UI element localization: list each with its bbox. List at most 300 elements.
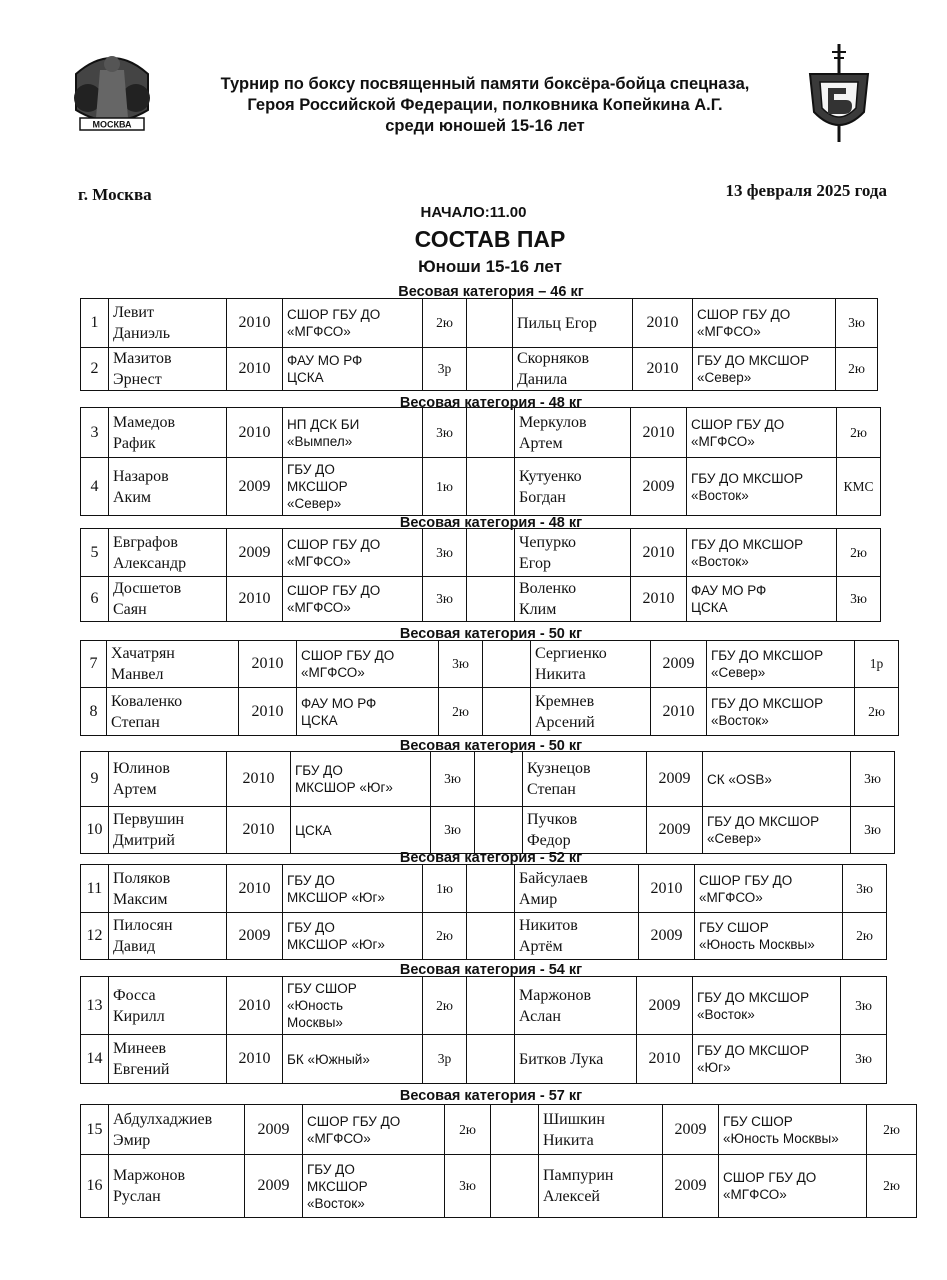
red-corner-club: СШОР ГБУ ДО «МГФСО» [307, 1113, 401, 1146]
red-corner-rank: 3ю [444, 771, 461, 786]
pairs-table [80, 864, 887, 960]
blue-corner-name: Байсулаев Амир [519, 869, 588, 908]
blue-corner-club: ГБУ ДО МКСШОР «Юг» [697, 1043, 810, 1075]
red-corner-year-cell [227, 348, 283, 391]
blue-corner-rank-cell [841, 1035, 887, 1084]
red-corner-year: 2010 [251, 702, 284, 720]
blue-corner-year-cell [639, 913, 695, 960]
red-corner-rank-cell [423, 408, 467, 458]
red-corner-rank-cell [439, 641, 483, 688]
red-corner-rank-cell [439, 688, 483, 736]
pair-number: 14 [86, 1050, 103, 1067]
red-corner-club: ФАУ МО РФ ЦСКА [287, 353, 363, 385]
red-corner-year-cell [227, 913, 283, 960]
bout-result-cell-cell [467, 913, 515, 960]
blue-corner-name-cell [515, 458, 631, 516]
bout-result-cell-cell [467, 1035, 515, 1084]
red-corner-rank: 2ю [452, 703, 469, 719]
table-row [81, 865, 887, 913]
table-row [81, 913, 887, 960]
tournament-title [180, 74, 790, 137]
table-row [81, 641, 899, 688]
pair-number: 16 [86, 1177, 103, 1194]
pair-number: 15 [86, 1120, 103, 1138]
red-corner-club-cell [283, 913, 423, 960]
blue-corner-name: Кузнецов Степан [527, 760, 591, 798]
blue-corner-rank-cell [837, 529, 881, 577]
blue-corner-year-cell [651, 688, 707, 736]
red-corner-club-cell [297, 641, 439, 688]
blue-corner-rank: 3ю [850, 591, 867, 606]
blue-corner-year-cell [631, 458, 687, 516]
blue-corner-rank: 2ю [850, 544, 867, 560]
red-corner-name-cell [109, 1155, 245, 1218]
blue-corner-club: ГБУ ДО МКСШОР «Север» [697, 353, 810, 385]
pair-number-cell [81, 913, 109, 960]
pair-number-cell [81, 752, 109, 807]
blue-corner-rank-cell [837, 408, 881, 458]
blue-corner-year: 2009 [674, 1177, 707, 1194]
red-corner-rank-cell [445, 1105, 491, 1155]
red-corner-year: 2009 [257, 1177, 290, 1194]
red-corner-club: СШОР ГБУ ДО «МГФСО» [287, 583, 381, 615]
red-corner-name: Юлинов Артем [113, 760, 170, 798]
red-corner-year-cell [239, 641, 297, 688]
red-corner-rank: 3р [437, 1051, 452, 1066]
red-corner-year-cell [227, 529, 283, 577]
bout-result-cell-cell [491, 1105, 539, 1155]
red-corner-rank-cell [423, 1035, 467, 1084]
red-corner-club: ГБУ ДО МКСШОР «Север» [287, 462, 348, 511]
red-corner-name: Минеев Евгений [113, 1040, 170, 1078]
red-corner-rank-cell [431, 807, 475, 854]
pair-number-cell [81, 865, 109, 913]
blue-corner-club: ГБУ ДО МКСШОР «Восток» [691, 536, 804, 569]
table-row [81, 299, 878, 348]
table-row [81, 1105, 917, 1155]
pair-number: 11 [86, 879, 103, 897]
red-corner-year: 2010 [238, 360, 271, 377]
red-corner-name: Назаров Аким [113, 467, 169, 506]
red-corner-name: Мамедов Рафик [113, 413, 176, 452]
pair-number-cell [81, 458, 109, 516]
red-corner-name-cell [109, 529, 227, 577]
red-corner-year-cell [245, 1105, 303, 1155]
blue-corner-name: Кутуенко Богдан [519, 467, 582, 506]
red-corner-club: ГБУ ДО МКСШОР «Юг» [295, 763, 393, 795]
red-corner-rank: 2ю [436, 315, 453, 330]
blue-corner-year: 2010 [646, 314, 679, 331]
red-corner-year-cell [245, 1155, 303, 1218]
red-corner-name-cell [107, 641, 239, 688]
red-corner-name: Маржонов Руслан [113, 1167, 186, 1205]
red-corner-name: Поляков Максим [113, 869, 171, 908]
table-row [81, 752, 895, 807]
red-corner-club: ГБУ СШОР «Юность Москвы» [287, 981, 357, 1030]
table-row [81, 458, 881, 516]
table-row [81, 1035, 887, 1084]
blue-corner-year-cell [647, 807, 703, 854]
blue-corner-club-cell [693, 977, 841, 1035]
bout-result-cell-cell [467, 458, 515, 516]
pair-number: 6 [90, 590, 99, 607]
blue-corner-club-cell [687, 408, 837, 458]
red-corner-club-cell [283, 529, 423, 577]
blue-corner-name: Пампурин Алексей [543, 1167, 614, 1205]
blue-corner-name: Шишкин Никита [543, 1110, 605, 1149]
pair-number-cell [81, 348, 109, 391]
red-corner-name-cell [109, 752, 227, 807]
red-corner-year-cell [227, 1035, 283, 1084]
weight-category-heading: Весовая категория - 48 кг [399, 515, 583, 531]
red-corner-name: Первушин Дмитрий [113, 811, 185, 849]
red-corner-name-cell [109, 865, 227, 913]
red-corner-rank: 2ю [436, 997, 453, 1013]
red-corner-club: ГБУ ДО МКСШОР «Юг» [287, 872, 385, 905]
blue-corner-club-cell [687, 458, 837, 516]
pair-number-cell [81, 529, 109, 577]
red-corner-club: СШОР ГБУ ДО «МГФСО» [287, 307, 381, 339]
red-corner-rank-cell [423, 977, 467, 1035]
red-corner-club-cell [303, 1155, 445, 1218]
blue-corner-rank-cell [837, 577, 881, 622]
red-corner-year-cell [227, 807, 291, 854]
weight-category-heading: Весовая категория - 52 кг [399, 850, 583, 866]
red-corner-rank: 3ю [436, 591, 453, 606]
red-corner-rank: 3ю [459, 1178, 476, 1193]
blue-corner-year-cell [647, 752, 703, 807]
pair-number-cell [81, 977, 109, 1035]
pairs-table [80, 407, 881, 516]
blue-corner-club-cell [693, 1035, 841, 1084]
weight-category-heading: Весовая категория - 54 кг [399, 962, 583, 978]
blue-corner-year: 2009 [658, 770, 691, 787]
blue-corner-club-cell [695, 913, 843, 960]
pair-number: 9 [90, 770, 99, 787]
pair-number: 8 [89, 702, 98, 720]
red-corner-club-cell [283, 577, 423, 622]
blue-corner-name: Чепурко Егор [519, 533, 577, 572]
red-corner-name: Мазитов Эрнест [113, 350, 172, 388]
blue-corner-year: 2010 [648, 1050, 681, 1067]
pair-number-cell [81, 688, 107, 736]
blue-corner-year-cell [633, 299, 693, 348]
blue-corner-year-cell [631, 577, 687, 622]
blue-corner-name: Пильц Егор [517, 314, 597, 332]
blue-corner-year-cell [651, 641, 707, 688]
red-corner-year: 2010 [238, 879, 271, 897]
red-corner-club: ГБУ ДО МКСШОР «Восток» [307, 1161, 368, 1211]
title-line-2: Героя Российской Федерации, полковника Копейкина А.Г. [247, 96, 723, 114]
red-corner-rank: 3ю [436, 544, 453, 560]
red-corner-year-cell [227, 577, 283, 622]
blue-corner-club: ГБУ ДО МКСШОР «Восток» [691, 470, 804, 503]
blue-corner-club-cell [687, 529, 837, 577]
blue-corner-rank-cell [836, 348, 878, 391]
blue-corner-club: СК «OSB» [707, 771, 772, 787]
bout-result-cell-cell [467, 408, 515, 458]
red-corner-year-cell [239, 688, 297, 736]
red-corner-year-cell [227, 408, 283, 458]
red-corner-club-cell [291, 752, 431, 807]
weight-category-heading: Весовая категория - 50 кг [399, 626, 583, 642]
red-corner-club-cell [283, 865, 423, 913]
pair-number: 12 [86, 927, 103, 944]
blue-corner-year: 2010 [642, 543, 675, 561]
pairs-table [80, 976, 887, 1084]
blue-corner-club-cell [693, 299, 836, 348]
blue-corner-name-cell [515, 865, 639, 913]
pairs-table [80, 640, 899, 736]
blue-corner-rank-cell [867, 1105, 917, 1155]
red-corner-rank: 3р [437, 361, 452, 376]
red-corner-club-cell [283, 977, 423, 1035]
blue-corner-rank: 2ю [856, 928, 873, 943]
red-corner-name-cell [107, 688, 239, 736]
blue-corner-club: СШОР ГБУ ДО «МГФСО» [723, 1170, 817, 1202]
bout-result-cell-cell [467, 299, 513, 348]
blue-corner-year: 2010 [662, 702, 695, 720]
blue-corner-club-cell [707, 641, 855, 688]
red-corner-name-cell [109, 458, 227, 516]
bout-result-cell-cell [483, 688, 531, 736]
red-corner-rank-cell [423, 458, 467, 516]
blue-corner-name: Меркулов Артем [519, 413, 587, 452]
pair-number-cell [81, 299, 109, 348]
blue-corner-year-cell [631, 408, 687, 458]
blue-corner-year: 2010 [650, 879, 683, 897]
blue-corner-name: Никитов Артём [519, 917, 578, 955]
red-corner-name: Абдулхаджиев Эмир [113, 1110, 213, 1149]
blue-corner-year: 2010 [646, 360, 679, 377]
blue-corner-name-cell [515, 577, 631, 622]
blue-corner-rank: 2ю [868, 703, 885, 719]
start-time: НАЧАЛО:11.00 [420, 204, 527, 221]
blue-corner-year-cell [633, 348, 693, 391]
blue-corner-club: ГБУ ДО МКСШОР «Север» [707, 814, 820, 846]
blue-corner-rank: 3ю [864, 771, 881, 786]
red-corner-club: ЦСКА [295, 822, 332, 838]
red-corner-rank: 1ю [436, 478, 453, 494]
logo-city-text: МОСКВА [92, 119, 132, 130]
pair-number-cell [81, 641, 107, 688]
red-corner-rank-cell [431, 752, 475, 807]
pairs-table [80, 1104, 917, 1218]
red-corner-name: Евграфов Александр [113, 533, 187, 572]
pair-number-cell [81, 1155, 109, 1218]
red-corner-name-cell [109, 348, 227, 391]
table-row [81, 577, 881, 622]
red-corner-year-cell [227, 299, 283, 348]
blue-corner-club-cell [707, 688, 855, 736]
red-corner-year-cell [227, 752, 291, 807]
weight-category-heading: Весовая категория – 46 кг [398, 284, 584, 300]
red-corner-year: 2009 [238, 477, 271, 495]
bout-result-cell-cell [491, 1155, 539, 1218]
red-corner-club: ФАУ МО РФ ЦСКА [301, 695, 377, 728]
red-corner-club-cell [283, 348, 423, 391]
red-corner-name-cell [109, 1035, 227, 1084]
blue-corner-club: СШОР ГБУ ДО «МГФСО» [691, 416, 785, 449]
red-corner-rank-cell [423, 913, 467, 960]
red-corner-year: 2010 [238, 996, 271, 1014]
blue-corner-year-cell [663, 1155, 719, 1218]
red-corner-year: 2009 [257, 1120, 290, 1138]
red-corner-year: 2010 [238, 590, 271, 607]
red-corner-name: Хачатрян Манвел [111, 645, 175, 683]
blue-corner-name: Маржонов Аслан [519, 986, 592, 1025]
pair-number-cell [81, 408, 109, 458]
red-corner-club-cell [283, 458, 423, 516]
red-corner-rank: 1ю [436, 880, 453, 896]
red-corner-club: СШОР ГБУ ДО «МГФСО» [301, 648, 395, 680]
blue-corner-rank-cell [851, 752, 895, 807]
blue-corner-rank-cell [841, 977, 887, 1035]
city-label: г. Москва [78, 185, 152, 204]
pairs-table [80, 751, 895, 854]
blue-corner-club: СШОР ГБУ ДО «МГФСО» [699, 872, 793, 905]
blue-corner-rank: 2ю [850, 424, 867, 440]
red-corner-rank: 2ю [459, 1121, 476, 1137]
bout-result-cell-cell [467, 348, 513, 391]
pair-number: 10 [86, 821, 103, 838]
blue-corner-club: ГБУ ДО МКСШОР «Север» [711, 648, 824, 680]
blue-corner-club-cell [687, 577, 837, 622]
pair-number: 1 [90, 314, 99, 331]
blue-corner-rank: 1р [869, 656, 884, 671]
blue-corner-name-cell [513, 348, 633, 391]
bout-result-cell-cell [467, 977, 515, 1035]
age-group-subheading: Юноши 15-16 лет [418, 257, 562, 276]
red-corner-year-cell [227, 458, 283, 516]
blue-corner-name-cell [515, 977, 637, 1035]
blue-corner-rank: 2ю [883, 1178, 900, 1193]
blue-corner-club-cell [695, 865, 843, 913]
red-corner-name-cell [109, 807, 227, 854]
red-corner-club: БК «Южный» [287, 1051, 370, 1067]
blue-corner-name-cell [539, 1155, 663, 1218]
blue-corner-year: 2009 [642, 477, 675, 495]
blue-corner-name: Скорняков Данила [517, 350, 590, 388]
blue-corner-name-cell [523, 752, 647, 807]
blue-corner-name-cell [513, 299, 633, 348]
red-corner-rank-cell [423, 348, 467, 391]
red-corner-rank: 3ю [452, 656, 469, 671]
title-line-1: Турнир по боксу посвященный памяти боксёра-бойца спецназа, [220, 75, 750, 93]
table-row [81, 348, 878, 391]
blue-corner-club: ФАУ МО РФ ЦСКА [691, 583, 767, 615]
blue-corner-name-cell [515, 408, 631, 458]
blue-corner-year: 2009 [648, 996, 681, 1014]
bout-result-cell-cell [483, 641, 531, 688]
red-corner-year: 2009 [238, 543, 271, 561]
pair-number: 2 [90, 360, 99, 377]
red-corner-year: 2009 [238, 927, 271, 944]
blue-corner-rank-cell [867, 1155, 917, 1218]
table-row [81, 807, 895, 854]
blue-corner-rank-cell [851, 807, 895, 854]
weight-category-heading: Весовая категория - 50 кг [399, 738, 583, 754]
red-corner-rank-cell [445, 1155, 491, 1218]
table-row [81, 529, 881, 577]
event-date: 13 февраля 2025 года [725, 181, 887, 200]
bout-result-cell-cell [467, 529, 515, 577]
blue-corner-year: 2009 [662, 655, 695, 672]
blue-corner-club-cell [703, 807, 851, 854]
pair-number-cell [81, 807, 109, 854]
red-corner-year: 2010 [251, 655, 284, 672]
red-corner-club-cell [283, 299, 423, 348]
red-corner-club: ГБУ ДО МКСШОР «Юг» [287, 920, 385, 952]
blue-corner-rank: 3ю [855, 997, 872, 1013]
blue-corner-name: Пучков Федор [527, 811, 578, 849]
red-corner-club-cell [291, 807, 431, 854]
blue-corner-year-cell [637, 1035, 693, 1084]
red-corner-year: 2010 [242, 770, 275, 787]
blue-corner-rank-cell [837, 458, 881, 516]
blue-corner-rank-cell [843, 913, 887, 960]
red-corner-rank: 3ю [436, 424, 453, 440]
pair-number: 7 [89, 655, 98, 672]
blue-corner-name: Сергиенко Никита [535, 645, 607, 683]
blue-corner-club-cell [719, 1105, 867, 1155]
blue-corner-rank-cell [855, 641, 899, 688]
red-corner-club-cell [303, 1105, 445, 1155]
blue-corner-club-cell [703, 752, 851, 807]
bout-result-cell-cell [475, 807, 523, 854]
bout-result-cell-cell [475, 752, 523, 807]
red-corner-rank: 3ю [444, 822, 461, 837]
red-corner-name: Фосса Кирилл [113, 986, 165, 1025]
pair-number-cell [81, 577, 109, 622]
blue-corner-rank-cell [843, 865, 887, 913]
blue-corner-club: СШОР ГБУ ДО «МГФСО» [697, 307, 791, 339]
red-corner-name-cell [109, 577, 227, 622]
blue-corner-name-cell [515, 529, 631, 577]
table-row [81, 688, 899, 736]
table-row [81, 408, 881, 458]
blue-corner-rank: 3ю [848, 315, 865, 330]
blue-corner-year: 2009 [650, 927, 683, 944]
blue-corner-rank: КМС [843, 478, 874, 494]
red-corner-rank-cell [423, 529, 467, 577]
weight-category-heading: Весовая категория - 48 кг [399, 395, 583, 411]
logo-team-text: СБОРНАЯ БОКСА [76, 47, 148, 56]
blue-corner-club: ГБУ ДО МКСШОР «Восток» [711, 695, 824, 728]
red-corner-rank: 2ю [436, 928, 453, 943]
red-corner-rank-cell [423, 299, 467, 348]
blue-corner-rank-cell [855, 688, 899, 736]
red-corner-club: НП ДСК БИ «Вымпел» [287, 416, 360, 449]
blue-corner-name-cell [515, 1035, 637, 1084]
blue-corner-year-cell [631, 529, 687, 577]
red-corner-club-cell [283, 408, 423, 458]
red-corner-name: Пилосян Давид [113, 917, 173, 955]
red-corner-name-cell [109, 299, 227, 348]
blue-corner-year: 2010 [642, 590, 675, 607]
red-corner-rank-cell [423, 865, 467, 913]
bout-result-cell-cell [467, 865, 515, 913]
pair-number: 4 [90, 477, 99, 495]
bout-result-cell-cell [467, 577, 515, 622]
blue-corner-year-cell [637, 977, 693, 1035]
page-heading: СОСТАВ ПАР [414, 226, 566, 252]
blue-corner-club-cell [719, 1155, 867, 1218]
red-corner-year-cell [227, 865, 283, 913]
red-corner-club-cell [283, 1035, 423, 1084]
blue-corner-club: ГБУ СШОР «Юность Москвы» [699, 920, 815, 952]
red-corner-name-cell [109, 913, 227, 960]
